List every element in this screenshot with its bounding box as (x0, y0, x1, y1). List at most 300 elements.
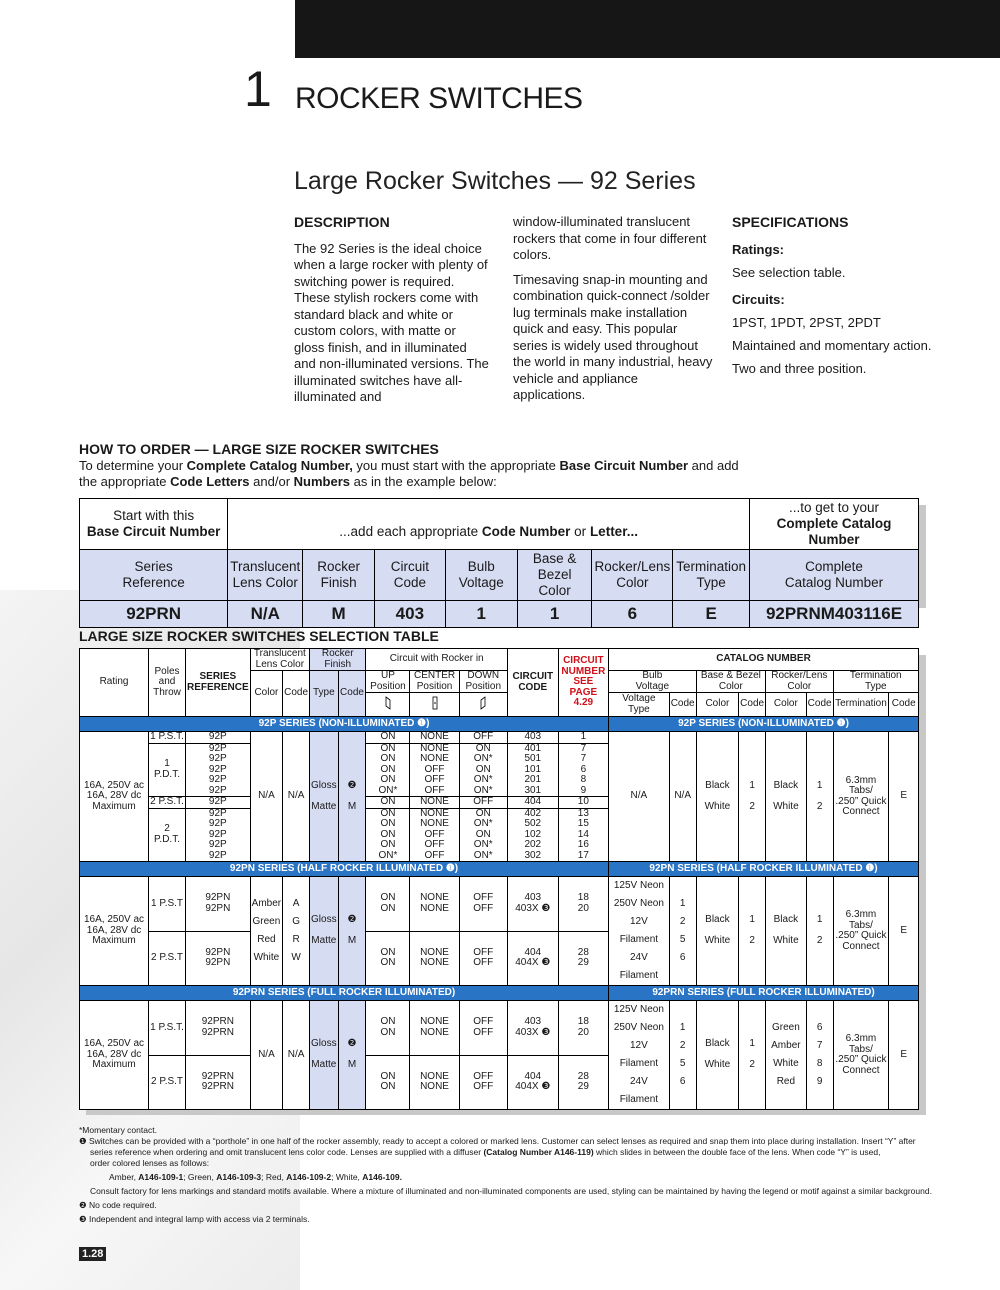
text: PAGE 4.29 (569, 686, 598, 709)
text: Code (393, 575, 426, 590)
finish-cell (310, 732, 339, 862)
specifications-section (732, 214, 962, 377)
text: Complete (805, 559, 863, 574)
cell-line: OFF (473, 1070, 494, 1082)
table-row (80, 732, 919, 744)
circuit-number-header (558, 649, 608, 717)
footnote-1-line5: Consult factory for lens markings and standard motifs available. Where a mixture of illuminated and non-illuminated components are used, styling can be maintained by having the legend or motif against a similar background. (90, 1186, 932, 1196)
cell-line: ON (475, 742, 491, 754)
cell-line: 92PRN (201, 1081, 234, 1093)
page-subtitle: Large Rocker Switches — 92 Series (294, 167, 696, 195)
cell-line: A (292, 898, 300, 909)
poles-cell: 2 P.S.T (149, 1055, 186, 1110)
bulb-cell (609, 1001, 670, 1110)
rl-code-header: Code (806, 693, 833, 717)
specifications-heading: SPECIFICATIONS (732, 214, 849, 230)
text: CIRCUIT (563, 655, 604, 667)
cell-line: 7 (816, 1040, 823, 1051)
footnote-3: ❸ Independent and integral lamp with access via 2 terminals. (79, 1214, 310, 1224)
text: M (347, 800, 357, 812)
lens-code-header: Code (283, 671, 310, 717)
cell-line: ON (380, 902, 396, 914)
rl-cell (766, 877, 807, 986)
cell-line: 403X ❸ (515, 1026, 551, 1038)
text: ...add each appropriate (339, 524, 482, 539)
text: ; White, (331, 1172, 363, 1182)
cell-line: NONE (420, 1026, 449, 1038)
order-example-cell: 1 (445, 601, 517, 628)
text: Voltage (635, 680, 670, 692)
description-paragraph-2: window-illuminated translucent rockers that come in four different colors. (513, 214, 707, 262)
section-label: 92PN SERIES (HALF ROCKER ILLUMINATED ❶) (80, 862, 609, 877)
text: you must start with the appropriate (352, 458, 560, 473)
cell-line: 6 (580, 763, 587, 775)
footnote-1-line2 (79, 1147, 939, 1158)
up-cell (366, 1055, 410, 1110)
cell-line: 92P (208, 753, 227, 764)
cell-line: NONE (420, 1016, 449, 1028)
section-label: 92PRN SERIES (FULL ROCKER ILLUMINATED) (80, 986, 609, 1001)
cell-line: ON (380, 742, 396, 754)
text: ...to get to your (788, 500, 880, 515)
center-cell (410, 877, 459, 932)
cell-line: OFF (424, 839, 445, 850)
text: Gloss (311, 1038, 337, 1050)
center-cell: NONE (410, 797, 459, 809)
series-cell: 92P (185, 732, 250, 744)
text-bold: (Catalog Number A146-119) (483, 1147, 594, 1157)
series-cell (185, 808, 250, 862)
cell-line: White (253, 952, 280, 963)
ratings-label: Ratings: (732, 242, 784, 257)
text: Black (705, 779, 730, 791)
text-bold: A146-109-1 (138, 1172, 184, 1182)
footnotes (79, 1125, 939, 1225)
cell-line: Green (252, 916, 281, 927)
description-paragraph-3: Timesaving snap-in mounting and combination quick-connect /solder lug terminals make installation quick and easy. This popular series is widely used throughout the world in many industrial, heavy vehicle and appliance applications. (513, 271, 713, 402)
text: 16A, 250V ac (84, 914, 145, 926)
cell-line: 6 (679, 952, 686, 963)
cell-line: 1 (679, 898, 686, 909)
text: 1 (816, 779, 823, 791)
text: 1 (749, 779, 755, 791)
cell-line: ON (380, 818, 396, 829)
text: Reference (122, 575, 185, 590)
poles-cell: 1 P.D.T. (149, 743, 186, 797)
cell-line: 5 (679, 1058, 686, 1069)
cell-line: 404 (524, 1070, 542, 1082)
down-cell (459, 1001, 507, 1056)
term-cell (833, 732, 889, 862)
section-label: 92P SERIES (NON-ILLUMINATED ❶) (609, 717, 919, 732)
cell-line: 24V Filament (619, 952, 659, 981)
rl-cell (766, 1001, 807, 1110)
text-bold: Base Circuit Number (559, 458, 689, 473)
text: 16A, 28V dc (86, 1048, 142, 1060)
down-cell (459, 743, 507, 797)
order-label-cell (228, 550, 303, 601)
order-example-cell: 92PRNM403116E (749, 601, 918, 628)
cell-line: ON (475, 763, 491, 775)
order-label-cell (517, 550, 592, 601)
cell-line: 92PN (205, 892, 231, 904)
term-cell (833, 877, 889, 986)
rocker-down-icon (459, 693, 507, 717)
poles-cell: 2 P.D.T. (149, 808, 186, 862)
text: Matte (311, 1059, 337, 1071)
order-label-cell (80, 550, 228, 601)
cell-line: 28 (577, 946, 589, 958)
order-example-cell: N/A (228, 601, 303, 628)
text: Black (705, 914, 730, 926)
cell-line: 5 (679, 934, 686, 945)
up-cell (366, 743, 410, 797)
down-cell (459, 877, 507, 932)
cell-line: OFF (473, 1026, 494, 1038)
text: White (704, 935, 731, 947)
cell-line: 6 (679, 1076, 686, 1087)
order-label-cell (592, 550, 673, 601)
lens-cell: N/A (250, 1001, 282, 1110)
text: which slides in between the double face of the lens. When code “Y” is used, (593, 1147, 881, 1157)
text: .250” Quick (835, 1054, 887, 1065)
text: as in the example below: (350, 474, 497, 489)
text: M (347, 1059, 357, 1071)
text: and add the appropriate (79, 458, 739, 489)
finish-type-header: Type (310, 671, 339, 717)
text: Connect (842, 940, 880, 952)
rl-code-cell (806, 1001, 833, 1110)
cell-line: OFF (473, 892, 494, 904)
order-label-row (80, 550, 919, 601)
cell-line: ON (380, 1081, 396, 1093)
text-bold: Complete Catalog Number (776, 516, 892, 547)
finish-code-cell (338, 1001, 366, 1110)
text: Maximum (92, 935, 136, 947)
center-cell (410, 1055, 459, 1110)
section-label: 92P SERIES (NON-ILLUMINATED ❶) (80, 717, 609, 732)
cell-line: 92PRN (201, 1026, 234, 1038)
text: Color (616, 575, 649, 590)
lens-code-cell: N/A (283, 1001, 310, 1110)
cell-line: 29 (577, 957, 589, 969)
poles-cell: 2 P.S.T (149, 931, 186, 986)
code-cell (507, 1001, 558, 1056)
text: Matte (311, 800, 337, 812)
how-to-order-text (79, 458, 759, 490)
cell-line: 404 (524, 946, 542, 958)
base-cell (696, 877, 739, 986)
text: Start with this (113, 508, 195, 523)
rl-code-cell (806, 877, 833, 986)
cell-line: OFF (473, 1081, 494, 1093)
cell-line: 125V Neon (613, 1004, 664, 1015)
cell-line: 92PRN (201, 1016, 234, 1028)
table-row (80, 1001, 919, 1056)
number-cell: 1 (558, 732, 608, 744)
cell-line: 92PN (205, 902, 231, 914)
series-cell (185, 877, 250, 932)
lens-cell (250, 877, 282, 986)
text: Bulb (642, 670, 663, 681)
bulb-code-cell: N/A (669, 732, 696, 862)
order-example-cell: E (673, 601, 750, 628)
finish-code-cell (338, 877, 366, 986)
text: Matte (311, 935, 337, 947)
rl-color-header: Color (766, 693, 807, 717)
text: Finish (324, 658, 352, 670)
selection-table-title: LARGE SIZE ROCKER SWITCHES SELECTION TABLE (79, 628, 439, 644)
text-bold: A146-109. (362, 1172, 402, 1182)
code-cell: 403 (507, 732, 558, 744)
text: Rocker/Lens (594, 559, 671, 574)
text-bold: Code Letters (170, 474, 250, 489)
rl-code-cell (806, 732, 833, 862)
code-cell (507, 808, 558, 862)
text: Gloss (311, 779, 337, 791)
text: 2 (749, 800, 755, 812)
text: ❷ (347, 1038, 357, 1050)
text: Connect (842, 1064, 880, 1076)
text: DOWN (467, 670, 500, 681)
text: M (347, 935, 357, 947)
rl-cell (766, 732, 807, 862)
text: Lens Color (255, 658, 305, 670)
circuits-value-1: 1PST, 1PDT, 2PST, 2PDT (732, 315, 881, 330)
text-bold: Code Number (481, 524, 571, 539)
text: Catalog Number (784, 575, 884, 590)
cell-line: ON (475, 807, 491, 819)
cell-line: 8 (816, 1058, 823, 1069)
cell-line: 92P (208, 807, 227, 819)
cell-line: NONE (420, 946, 449, 958)
cell-line: 101 (524, 763, 542, 775)
cell-line: 92P (208, 763, 227, 775)
cell-line: 402 (524, 807, 542, 819)
rating-header: Rating (80, 649, 149, 717)
bulb-code-cell (669, 877, 696, 986)
finish-code-cell (338, 732, 366, 862)
base-code-cell (739, 1001, 766, 1110)
text: 2 (816, 800, 823, 812)
text: 16A, 28V dc (86, 924, 142, 936)
order-label-cell (374, 550, 445, 601)
series-cell: 92P (185, 797, 250, 809)
series-header (185, 649, 250, 717)
up-cell (366, 1001, 410, 1056)
cell-line: R (292, 934, 300, 945)
text: Throw (153, 686, 181, 698)
cell-line: 92P (208, 774, 227, 785)
cell-line: 18 (577, 892, 589, 904)
base-cell (696, 732, 739, 862)
cell-line: Red (776, 1076, 796, 1087)
up-cell (366, 808, 410, 862)
text: Type (628, 703, 650, 715)
order-label-cell (445, 550, 517, 601)
description-heading: DESCRIPTION (294, 214, 390, 230)
text: Rocker (321, 648, 354, 659)
cell-line: 15 (577, 818, 589, 829)
cell-line: NONE (420, 902, 449, 914)
cell-line: 12V Filament (619, 916, 659, 945)
order-example-cell: 92PRN (80, 601, 228, 628)
code-cell (507, 877, 558, 932)
number-cell (558, 931, 608, 986)
text: Position (416, 680, 453, 692)
text: Termination (676, 559, 747, 574)
text: 2 (749, 1059, 755, 1071)
text: Tabs/ (849, 1043, 873, 1055)
cell-line: 501 (524, 753, 542, 764)
cell-line: ON* (473, 784, 493, 796)
cell-line: 2 (679, 916, 686, 927)
cell-line: ON (380, 828, 396, 840)
term-code-cell: E (889, 877, 919, 986)
footnote-1: ❶ Switches can be provided with a “porthole” in one half of the rocker assembly, ready to accept a colored or marked lens. Customer can select lenses as required and snap them into place during installation. Insert “Y” after (79, 1136, 916, 1146)
up-header (366, 671, 410, 693)
cell-line: ON* (473, 839, 493, 850)
cell-line: ON* (473, 818, 493, 829)
rocker-center-icon (410, 693, 459, 717)
lens-code-cell (283, 877, 310, 986)
cell-line: 6 (816, 1022, 823, 1033)
center-cell (410, 808, 459, 862)
term-cell (833, 1001, 889, 1110)
text: 1 (816, 914, 823, 926)
center-cell (410, 1001, 459, 1056)
text: Rocker/Lens (771, 670, 828, 681)
text: Rocker (317, 559, 360, 574)
circuits-value-2: Maintained and momentary action. (732, 338, 932, 353)
text: To determine your (79, 458, 187, 473)
text: ; Green, (183, 1172, 217, 1182)
text: Tabs/ (849, 785, 873, 796)
cell-line: ON* (378, 784, 398, 796)
circuits-label: Circuits: (732, 292, 785, 307)
add-cell (228, 499, 750, 550)
description-continued (513, 214, 713, 412)
bulb-cell: N/A (609, 732, 670, 862)
voltage-type-header (609, 693, 670, 717)
code-cell (507, 1055, 558, 1110)
text: CENTER (413, 670, 456, 681)
cell-line: ON* (378, 849, 398, 861)
text: SEE (573, 676, 594, 688)
text-bold: A146-109-3 (216, 1172, 262, 1182)
description-section (294, 214, 489, 414)
cell-line: 9 (816, 1076, 823, 1087)
down-cell (459, 931, 507, 986)
bulb-code-header: Code (669, 693, 696, 717)
poles-cell: 1 P.S.T (149, 877, 186, 932)
finish-cell (310, 877, 339, 986)
text: Lens Color (232, 575, 298, 590)
poles-header (149, 649, 186, 717)
section-band-92p (80, 717, 919, 732)
section-band-92prn (80, 986, 919, 1001)
cell-line: ON* (473, 753, 493, 764)
base-code-header: Code (739, 693, 766, 717)
number-cell (558, 877, 608, 932)
down-header (459, 671, 507, 693)
text: Base & Bezel (700, 670, 761, 681)
cell-line: NONE (420, 892, 449, 904)
cell-line: Green (771, 1022, 800, 1033)
text: Translucent (230, 559, 301, 574)
get-cell (749, 499, 918, 550)
lens-header (250, 649, 309, 671)
text: ❷ (347, 779, 357, 791)
cell-line: 403 (524, 892, 542, 904)
cell-line: W (291, 952, 301, 963)
header-bar (295, 0, 1000, 58)
chapter-number: 1 (244, 61, 271, 117)
lens-cell: N/A (250, 732, 282, 862)
cell-line: 201 (524, 774, 542, 785)
term-code-header: Code (889, 693, 919, 717)
base-cell (696, 1001, 739, 1110)
text: Connect (842, 806, 880, 817)
order-example-cell: 403 (374, 601, 445, 628)
order-example-row (80, 601, 919, 628)
number-cell (558, 743, 608, 797)
cell-line: 20 (577, 1026, 589, 1038)
cell-line: 20 (577, 902, 589, 914)
text: Finish (320, 575, 357, 590)
cell-line: ON (475, 828, 491, 840)
text: and/or (249, 474, 294, 489)
chapter-title: ROCKER SWITCHES (295, 82, 583, 115)
text: NUMBER (561, 665, 606, 677)
cell-line: OFF (473, 902, 494, 914)
text: Maximum (92, 1059, 136, 1071)
text: Series (134, 559, 173, 574)
cell-line: 202 (524, 839, 542, 850)
series-cell (185, 743, 250, 797)
text: Tabs/ (849, 919, 873, 931)
cell-line: 403 (524, 1016, 542, 1028)
cell-line: Amber (251, 898, 282, 909)
bulb-header (609, 671, 697, 693)
cell-line: ON* (473, 774, 493, 785)
cell-line: ON (380, 957, 396, 969)
cell-line: 92P (208, 818, 227, 829)
bulb-code-cell (669, 1001, 696, 1110)
cell-line: 1 (679, 1022, 686, 1033)
cell-line: ON (380, 753, 396, 764)
text: Voltage (458, 575, 504, 590)
cell-line: 404X ❸ (515, 957, 551, 969)
cell-line: 16 (577, 839, 589, 850)
cell-line: 404X ❸ (515, 1081, 551, 1093)
cell-line: 12V Filament (619, 1040, 659, 1069)
order-example-cell: 1 (517, 601, 592, 628)
section-label: 92PRN SERIES (FULL ROCKER ILLUMINATED) (609, 986, 919, 1001)
cell-line: 92P (208, 828, 227, 840)
text-bold: Base Circuit Number (86, 524, 221, 539)
text: Amber, (109, 1172, 139, 1182)
text: 2 (816, 935, 823, 947)
cell-line: Red (257, 934, 276, 945)
number-cell: 10 (558, 797, 608, 809)
cell-line: 92P (208, 839, 227, 850)
series-cell (185, 931, 250, 986)
text: CODE (518, 681, 548, 693)
order-example-cell: M (303, 601, 375, 628)
rating-cell (80, 1001, 149, 1110)
cell-line: OFF (424, 828, 445, 840)
